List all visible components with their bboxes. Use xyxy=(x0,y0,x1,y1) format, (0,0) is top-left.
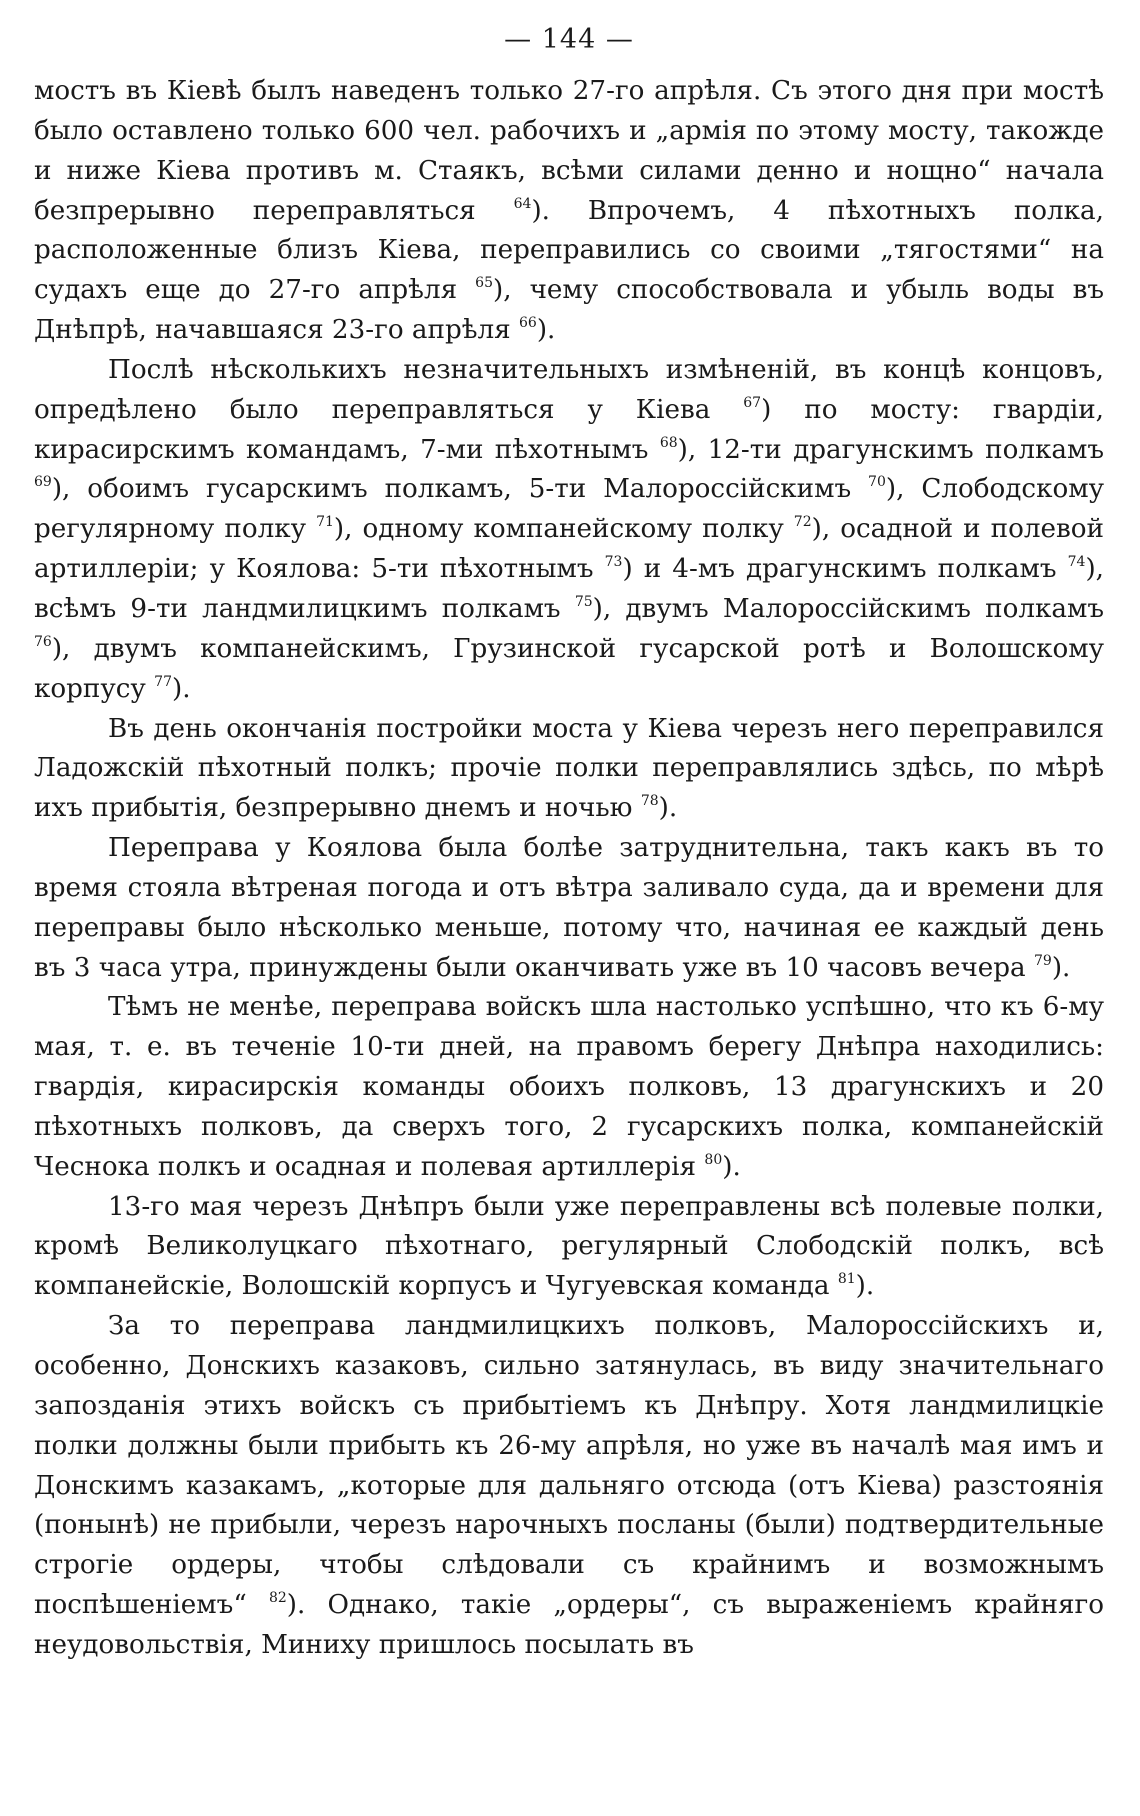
footnote-ref: 81 xyxy=(837,1271,856,1288)
text-run: 13-го мая черезъ Днѣпръ были уже переправлены всѣ полевые полки, кромѣ Великолуцкаго пѣхотнаго, регулярный Слободскій полкъ, всѣ компанейскіе, Волошскій корпусъ и Чугуевская команда xyxy=(34,1191,1104,1302)
text-run: ). xyxy=(855,1271,875,1302)
text-run: ). xyxy=(536,315,556,346)
footnote-ref: 67 xyxy=(743,394,762,411)
paragraph xyxy=(34,710,1104,830)
text-run: Послѣ нѣсколькихъ незначительныхъ измѣненій, въ концѣ концовъ, опредѣлено было переправляться у Кіева xyxy=(34,354,1104,425)
footnote-ref: 75 xyxy=(574,593,593,610)
text-run: За то переправа ландмилицкихъ полковъ, Малороссійскихъ и, особенно, Донскихъ казаковъ, сильно затянулась, въ виду значительнаго запозданія этихъ войскъ съ прибытіемъ къ Днѣпру. Хотя ландмилицкіе полки должны были прибыть къ 26-му апрѣля, но уже въ началѣ мая имъ и Донскимъ казакамъ, „которые для дальняго отсюда (отъ Кіева) разстоянія (понынѣ) не прибыли, черезъ нарочныхъ посланы (были) подтвердительные строгіе ордеры, чтобы слѣдовали съ крайнимъ и возможнымъ поспѣшеніемъ“ xyxy=(34,1311,1104,1621)
paragraph xyxy=(34,988,1104,1187)
text-run: ) и 4-мъ драгунскимъ полкамъ xyxy=(622,554,1068,585)
footnote-ref: 80 xyxy=(704,1151,723,1168)
body-text xyxy=(34,72,1104,1666)
text-run: ), всѣмъ 9-ти ландмилицкимъ полкамъ xyxy=(34,554,1104,624)
paragraph xyxy=(34,1307,1104,1666)
text-run: ). Впрочемъ, 4 пѣхотныхъ полка, расположенные близъ Кіева, переправились со своими „тягостями“ на судахъ еще до 27-го апрѣля xyxy=(34,195,1104,306)
text-run: Въ день окончанія постройки моста у Кіева черезъ него переправился Ладожскій пѣхотный полкъ; прочіе полки переправлялись здѣсь, по мѣрѣ ихъ прибытія, безпрерывно днемъ и ночью xyxy=(34,713,1104,824)
text-run: ), 12-ти драгунскимъ полкамъ xyxy=(677,434,1104,465)
paragraph xyxy=(34,829,1104,988)
footnote-ref: 79 xyxy=(1033,952,1052,969)
text-run: ), обоимъ гусарскимъ полкамъ, 5-ти Малороссійскимъ xyxy=(51,474,869,505)
paragraph xyxy=(34,72,1104,351)
text-run: Тѣмъ не менѣе, переправа войскъ шла настолько успѣшно, что къ 6-му мая, т. е. въ теченіе 10-ти дней, на правомъ берегу Днѣпра находились: гвардія, кирасирскія команды обоихъ полковъ, 13 драгунскихъ и 20 пѣхотныхъ полковъ, да сверхъ того, 2 гусарскихъ полка, компанейскій Чеснока полкъ и осадная и полевая артиллерія xyxy=(34,992,1104,1182)
text-run: ). xyxy=(722,1151,741,1182)
text-run: ), осадной и полевой артиллеріи; у Коялова: 5-ти пѣхотнымъ xyxy=(34,514,1104,585)
footnote-ref: 82 xyxy=(268,1590,287,1607)
paragraph xyxy=(34,1188,1104,1308)
footnote-ref: 68 xyxy=(659,434,678,451)
text-run: ). xyxy=(172,673,191,704)
footnote-ref: 72 xyxy=(793,514,812,531)
text-run: ), чему способствовала и убыль воды въ Днѣпрѣ, начавшаяся 23-го апрѣля xyxy=(34,275,1104,346)
footnote-ref: 65 xyxy=(475,275,493,292)
footnote-ref: 73 xyxy=(604,554,623,571)
footnote-ref: 66 xyxy=(519,315,537,332)
text-run: мостъ въ Кіевѣ былъ наведенъ только 27-го апрѣля. Съ этого дня при мостѣ было оставлено только 600 чел. рабочихъ и „армія по этому мосту, такожде и ниже Кіева противъ м. Стаякъ, всѣми силами денно и нощно“ начала безпрерывно переправляться xyxy=(34,76,1104,226)
text-run: ), Слободскому регулярному полку xyxy=(34,474,1104,545)
text-run: ). Однако, такіе „ордеры“, съ выраженіемъ крайняго неудовольствія, Миниху пришлось посылать въ xyxy=(34,1590,1104,1660)
text-run: ), одному компанейскому полку xyxy=(333,514,794,545)
text-run: ), двумъ Малороссійскимъ полкамъ xyxy=(592,593,1104,624)
footnote-ref: 74 xyxy=(1067,554,1086,571)
paragraph xyxy=(34,351,1104,710)
footnote-ref: 64 xyxy=(513,195,532,212)
footnote-ref: 78 xyxy=(640,793,659,810)
footnote-ref: 76 xyxy=(34,633,52,650)
text-run: ). xyxy=(1051,952,1071,983)
footnote-ref: 69 xyxy=(34,474,52,491)
page-number: — 144 — xyxy=(504,24,634,55)
document-page xyxy=(34,20,1104,1800)
footnote-ref: 77 xyxy=(154,673,172,690)
text-run: ). xyxy=(658,793,678,824)
footnote-ref: 71 xyxy=(316,514,334,531)
footnote-ref: 70 xyxy=(868,474,886,491)
text-run: Переправа у Коялова была болѣе затруднительна, такъ какъ въ то время стояла вѣтреная погода и отъ вѣтра заливало суда, да и времени для переправы было нѣсколько меньше, потому что, начиная ее каждый день въ 3 часа утра, принуждены были оканчивать уже въ 10 часовъ вечера xyxy=(34,833,1104,983)
text-run: ) по мосту: гвардіи, кирасирскимъ командамъ, 7-ми пѣхотнымъ xyxy=(34,394,1104,465)
text-run: ), двумъ компанейскимъ, Грузинской гусарской ротѣ и Волошскому корпусу xyxy=(34,633,1104,704)
